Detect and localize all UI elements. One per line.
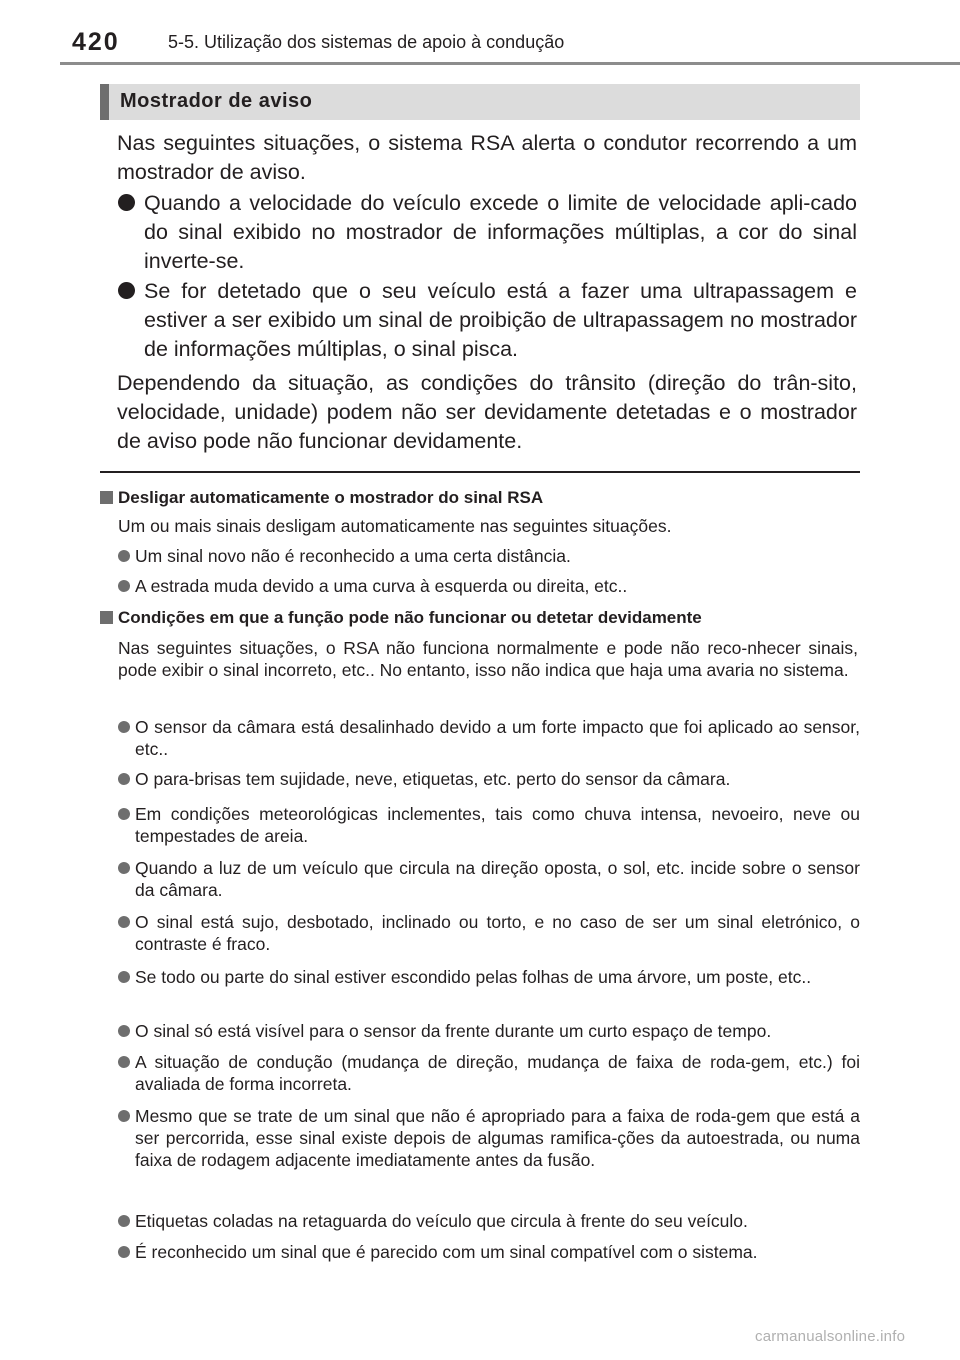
main-bullet-text: Se for detetado que o seu veículo está a fazer uma ultrapassagem e estiver a ser exibido um sinal de proibição de ultrapassagem no mostrador de informações múltiplas, o sinal pisca. (144, 279, 857, 361)
section-heading-box (100, 84, 860, 120)
bullet-icon (118, 1025, 130, 1037)
list-item (118, 1105, 860, 1171)
list-item-text: Um sinal novo não é reconhecido a uma certa distância. (135, 546, 571, 566)
bullet-icon (118, 971, 130, 983)
chapter-title: 5-5. Utilização dos sistemas de apoio à condução (168, 32, 565, 52)
list-item (118, 545, 860, 567)
list-item (118, 803, 860, 847)
list-item-text: O sensor da câmara está desalinhado devido a um forte impacto que foi aplicado ao sensor, etc.. (135, 717, 860, 759)
list-item-text: Se todo ou parte do sinal estiver escondido pelas folhas de uma árvore, um poste, etc.. (135, 967, 812, 987)
subsection-heading-text: Desligar automaticamente o mostrador do sinal RSA (118, 488, 544, 507)
list-item (118, 911, 860, 955)
section-title: Mostrador de aviso (120, 90, 313, 112)
bullet-icon (118, 721, 130, 733)
list-item (118, 1210, 860, 1232)
subsection-text: Um ou mais sinais desligam automaticamente nas seguintes situações. (118, 516, 672, 536)
section-divider (100, 471, 860, 473)
list-item-text: Mesmo que se trate de um sinal que não é apropriado para a faixa de roda-gem que está a ser percorrida, esse sinal existe depois de algumas ramifica-ções da autoestrada, ou numa faixa de rodagem adjacente imediatamente antes da fusão. (135, 1106, 860, 1170)
section-heading-bar (100, 84, 109, 120)
bullet-icon (118, 916, 130, 928)
list-item-text: A situação de condução (mudança de direção, mudança de faixa de roda-gem, etc.) foi avaliada de forma incorreta. (135, 1052, 860, 1094)
section-intro: Nas seguintes situações, o sistema RSA alerta o condutor recorrendo a um mostrador de aviso. (117, 131, 857, 184)
bullet-icon (118, 194, 135, 211)
list-item-text: Etiquetas coladas na retaguarda do veículo que circula à frente do seu veículo. (135, 1211, 748, 1231)
square-bullet-icon (100, 611, 113, 624)
list-item (118, 966, 860, 988)
subsection-text: Nas seguintes situações, o RSA não funciona normalmente e pode não reco-nhecer sinais, pode exibir o sinal incorreto, etc.. No entanto, isso não indica que haja uma avaria no sistema. (118, 638, 858, 680)
bullet-icon (118, 550, 130, 562)
bullet-icon (118, 862, 130, 874)
list-item-text: O para-brisas tem sujidade, neve, etiquetas, etc. perto do sensor da câmara. (135, 769, 731, 789)
subsection-heading-text: Condições em que a função pode não funcionar ou detetar devidamente (118, 608, 702, 627)
list-item-text: É reconhecido um sinal que é parecido com um sinal compatível com o sistema. (135, 1242, 758, 1262)
bullet-icon (118, 1056, 130, 1068)
main-bullet-item (117, 277, 857, 364)
main-bullet-item (117, 189, 857, 276)
bullet-icon (118, 580, 130, 592)
bullet-icon (118, 808, 130, 820)
list-item-text: O sinal está sujo, desbotado, inclinado ou torto, e no caso de ser um sinal eletrónico, o contraste é fraco. (135, 912, 860, 954)
list-item-text: Em condições meteorológicas inclementes, tais como chuva intensa, nevoeiro, neve ou tempestades de areia. (135, 804, 860, 846)
bullet-icon (118, 1110, 130, 1122)
page-number: 420 (72, 28, 120, 56)
bullet-icon (118, 773, 130, 785)
list-item (118, 768, 860, 790)
list-item (118, 716, 860, 760)
bullet-icon (118, 282, 135, 299)
main-bullet-text: Quando a velocidade do veículo excede o limite de velocidade apli-cado do sinal exibido no mostrador de informações múltiplas, a cor do sinal inverte-se. (144, 191, 857, 273)
header-rule (60, 62, 960, 65)
list-item (118, 1051, 860, 1095)
list-item (118, 1241, 860, 1263)
list-item-text: Quando a luz de um veículo que circula na direção oposta, o sol, etc. incide sobre o sensor da câmara. (135, 858, 860, 900)
list-item-text: O sinal só está visível para o sensor da frente durante um curto espaço de tempo. (135, 1021, 772, 1041)
square-bullet-icon (100, 491, 113, 504)
list-item (118, 857, 860, 901)
list-item (118, 1020, 860, 1042)
bullet-icon (118, 1215, 130, 1227)
section-note: Dependendo da situação, as condições do trânsito (direção do trân-sito, velocidade, unidade) podem não ser devidamente detetadas e o mostrador de aviso pode não funcionar devidamente. (117, 371, 857, 453)
watermark: carmanualsonline.info (755, 1328, 906, 1345)
list-item-text: A estrada muda devido a uma curva à esquerda ou direita, etc.. (135, 576, 628, 596)
list-item (118, 575, 860, 597)
bullet-icon (118, 1246, 130, 1258)
